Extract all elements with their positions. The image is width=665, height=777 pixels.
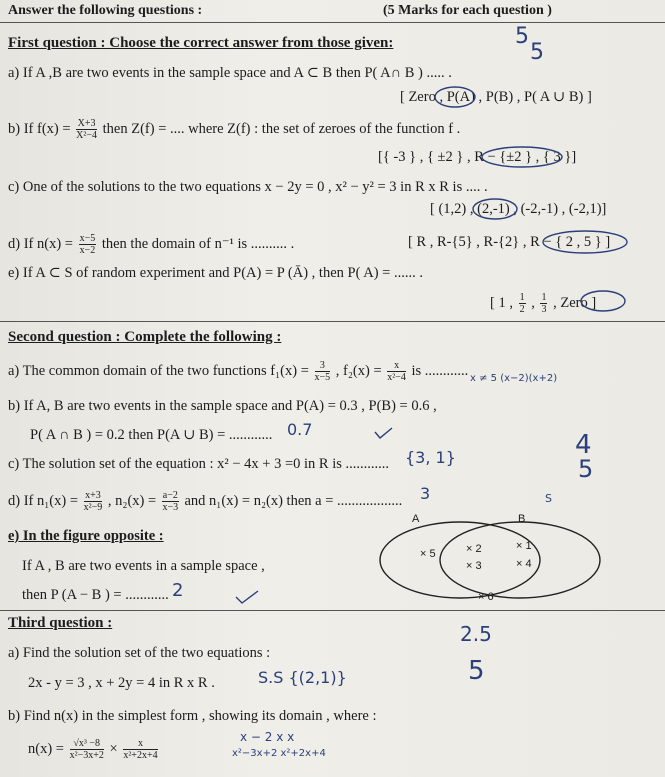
q2d-n2: a−2 <box>162 490 178 501</box>
q1a-stem: a) If A ,B are two events in the sample space and A ⊂ B then P( A∩ B ) ..... . <box>8 65 452 81</box>
hw-answer-q2e: 2 <box>172 580 184 601</box>
venn-label-a: A <box>412 513 420 525</box>
q3b-n2: x <box>123 738 157 750</box>
hw-answer-q2b: 0.7 <box>287 420 313 439</box>
hw-mark-s: S <box>545 492 552 505</box>
q2a-n2: x <box>387 360 406 372</box>
hw-answer-q2a: x ≠ 5 (x−2)(x+2) <box>470 373 558 384</box>
q3b-line1: b) Find n(x) in the simplest form , showing its domain , where : <box>8 708 377 724</box>
venn-only-a: × 5 <box>420 548 436 560</box>
q2e-head: e) In the figure opposite : <box>8 528 164 544</box>
q1e-c2d: 2 <box>519 304 525 315</box>
q2-title: Second question : Complete the following : <box>8 329 282 345</box>
hw-circle-q1e <box>581 291 625 311</box>
q1a-choices: [ Zero , P(A) , P(B) , P( A ∪ B) ] <box>400 89 592 105</box>
q2a-d2: x²−4 <box>387 372 406 383</box>
q1b-num: X+3 <box>77 118 96 129</box>
q1e-pre: [ 1 , <box>490 294 513 311</box>
q3b-mid: × <box>109 740 118 757</box>
q1d-pre: d) If n(x) = <box>8 235 73 252</box>
q1e-post: , Zero ] <box>553 294 597 311</box>
q2d-d1: x²−9 <box>83 502 103 513</box>
q1b-post: then Z(f) = .... where Z(f) : the set of zeroes of the function f . <box>102 120 461 137</box>
q1d-choices: [ R , R-{5} , R-{2} , R − { 2 , 5 } ] <box>408 234 611 250</box>
hw-answer-q3b: x − 2 x x <box>240 730 295 744</box>
q2d-pre: d) If n₁(x) = <box>8 492 79 509</box>
venn-both-2: × 3 <box>466 560 482 572</box>
q2d-post: and n₁(x) = n₂(x) then a = .................. <box>184 492 403 509</box>
q1e-choices: [ 1 , $\frac{1}{2}$ , $\frac{1}{3}$ , Zero ] <box>490 292 597 315</box>
hw-score-3: 2.5 <box>460 622 492 646</box>
venn-both-1: × 2 <box>466 543 482 555</box>
q3b-d1: x²−3x+2 <box>69 750 104 761</box>
q2c-stem: c) The solution set of the equation : x² − 4x + 3 =0 in R is ............ <box>8 456 390 472</box>
q1c-stem: c) One of the solutions to the two equations x − 2y = 0 , x² − y² = 3 in R x R is .... . <box>8 179 488 195</box>
q1e-c3d: 3 <box>541 304 547 315</box>
venn-only-b-1: × 1 <box>516 540 532 552</box>
q2e-line2: then P (A − B ) = ............ <box>22 587 169 603</box>
q3b-n1: √x³ −8 <box>70 738 104 750</box>
q1b-choices: [{ -3 } , { ±2 } , R − {±2 } , { 3 }] <box>378 149 577 165</box>
hw-check-q2b <box>375 428 392 438</box>
hw-circle-q1b <box>482 147 562 167</box>
q3b-pre: n(x) = <box>28 740 64 757</box>
hw-answer-q3b-den: x²−3x+2 x²+2x+4 <box>232 748 326 759</box>
q2a-pre: a) The common domain of the two functions f₁(x) = <box>8 362 309 379</box>
q2e-line1: If A , B are two events in a sample space , <box>22 558 265 574</box>
hw-answer-q3a: S.S {(2,1)} <box>258 668 347 687</box>
q2a-mid: , f₂(x) = <box>335 362 382 379</box>
q3a-line1: a) Find the solution set of the two equations : <box>8 645 271 661</box>
hw-answer-q2d: 3 <box>420 484 431 503</box>
hw-check-q2e <box>236 591 258 603</box>
q1d-post: then the domain of n⁻¹ is .......... . <box>101 235 295 252</box>
hw-circle-q1a <box>435 87 475 107</box>
q2b-line2: P( A ∩ B ) = 0.2 then P(A ∪ B) = ............ <box>30 427 273 443</box>
hw-circle-q1c <box>473 199 517 219</box>
q1e-c2n: 1 <box>519 292 525 303</box>
hw-score-2: 4 <box>575 430 592 460</box>
q3a-line2: 2x - y = 3 , x + 2y = 4 in R x R . <box>28 675 215 691</box>
q2d-mid: , n₂(x) = <box>107 492 157 509</box>
q1e-stem: e) If A ⊂ S of random experiment and P(A) = P (Ā) , then P( A) = ...... . <box>8 265 423 281</box>
q1e-c3n: 1 <box>541 292 547 303</box>
q2a-d1: x−5 <box>314 372 331 383</box>
q1b-den: X²−4 <box>76 130 98 141</box>
q3-title: Third question : <box>8 615 113 631</box>
hw-score-2b: 5 <box>578 455 594 483</box>
hw-score-1b: 5 <box>530 40 544 65</box>
venn-label-b: B <box>518 513 526 525</box>
hw-answer-q2c: {3, 1} <box>405 448 456 467</box>
q2a-post: is ............ <box>411 362 469 379</box>
q2b-line1: b) If A, B are two events in the sample space and P(A) = 0.3 , P(B) = 0.6 , <box>8 398 437 414</box>
hw-score-1: 5 <box>515 24 529 49</box>
q1-title: First question : Choose the correct answer from those given: <box>8 35 394 51</box>
q1c-choices: [ (1,2) , (2,-1) , (-2,-1) , (-2,1)] <box>430 201 607 217</box>
q2d-n1: x+3 <box>85 490 101 501</box>
header-marks: (5 Marks for each question ) <box>383 3 552 18</box>
hw-score-3b: 5 <box>468 656 485 686</box>
q3b-d2: x²+2x+4 <box>123 750 158 761</box>
venn-only-b-2: × 4 <box>516 558 532 570</box>
hw-circle-q1d <box>543 231 627 253</box>
q1b-pre: b) If f(x) = <box>8 120 71 137</box>
venn-outside: × 6 <box>478 591 494 603</box>
q1d-den: x−2 <box>79 245 96 256</box>
q2d-d2: x−3 <box>162 502 179 513</box>
q1d-num: x−5 <box>79 233 96 244</box>
q2a-n1: 3 <box>315 360 331 372</box>
header-title: Answer the following questions : <box>8 3 203 18</box>
